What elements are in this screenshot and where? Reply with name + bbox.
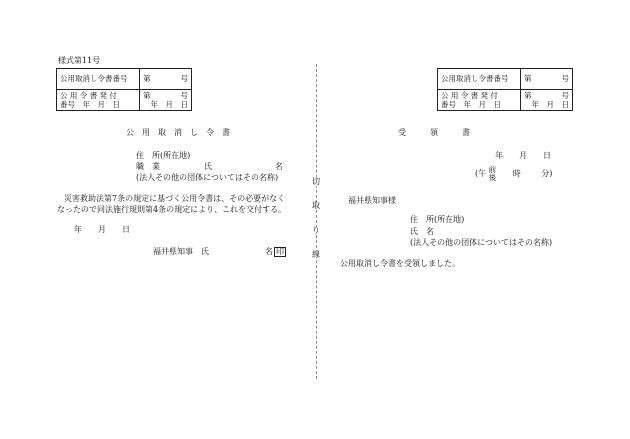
right-row1-value: 第 号 [521, 69, 573, 90]
right-row2-value: 第 号 年 月 日 [521, 90, 573, 111]
left-body-line1: 災害救助法第7条の規定に基づく公用令書は、その必要がなく [64, 194, 286, 203]
right-title: 受 領 書 [398, 128, 470, 137]
left-name-label: 氏 [204, 162, 212, 171]
left-issuer: 福井県知事 氏 [153, 247, 209, 256]
left-date: 年 月 日 [74, 225, 130, 234]
left-org-note: (法人その他の団体についてはその名称) [136, 173, 279, 182]
right-time: (午 前 後 時 分) [475, 165, 553, 182]
right-date: 年 月 日 [495, 151, 551, 160]
left-address-label: 住 所(所在地) [136, 151, 191, 160]
cut-line-char-2: 取 [309, 202, 323, 210]
right-receiver-org-note: (法人その他の団体についてはその名称) [410, 238, 553, 247]
seal-mark: 印 [276, 247, 284, 256]
right-number-table [437, 68, 573, 111]
left-number-table [56, 68, 192, 111]
left-row1-label: 公用取消し令書番号 [57, 69, 140, 90]
left-title: 公 用 取 消 し 令 書 [126, 128, 230, 137]
cut-line-char-3: り [309, 227, 323, 235]
left-issuer-name: 名 印 [265, 247, 284, 256]
left-occupation-label: 職 業 [136, 162, 160, 171]
left-row2-value: 第 号 年 月 日 [140, 90, 192, 111]
left-row1-value: 第 号 [140, 69, 192, 90]
am-pm-stack: 前 後 [488, 165, 497, 182]
cut-line [316, 64, 317, 379]
right-receiver-address: 住 所(所在地) [410, 215, 465, 224]
right-row2-label: 公 用 令 書 発 付 番号 年 月 日 [438, 90, 521, 111]
left-body-line2: なったので同法施行規則第4条の規定により、これを交付する。 [57, 205, 287, 214]
form-label: 様式第11号 [58, 56, 101, 65]
left-row2-label: 公 用 令 書 発 付 番号 年 月 日 [57, 90, 140, 111]
right-addressee: 福井県知事様 [348, 196, 396, 205]
right-statement: 公用取消し令書を受領しました。 [340, 259, 460, 268]
cut-line-char-1: 切 [309, 178, 323, 186]
right-receiver-name: 氏 名 [410, 227, 434, 236]
left-name-suffix: 名 [275, 162, 283, 171]
right-row1-label: 公用取消し令書番号 [438, 69, 521, 90]
cut-line-char-4: 線 [309, 251, 323, 259]
